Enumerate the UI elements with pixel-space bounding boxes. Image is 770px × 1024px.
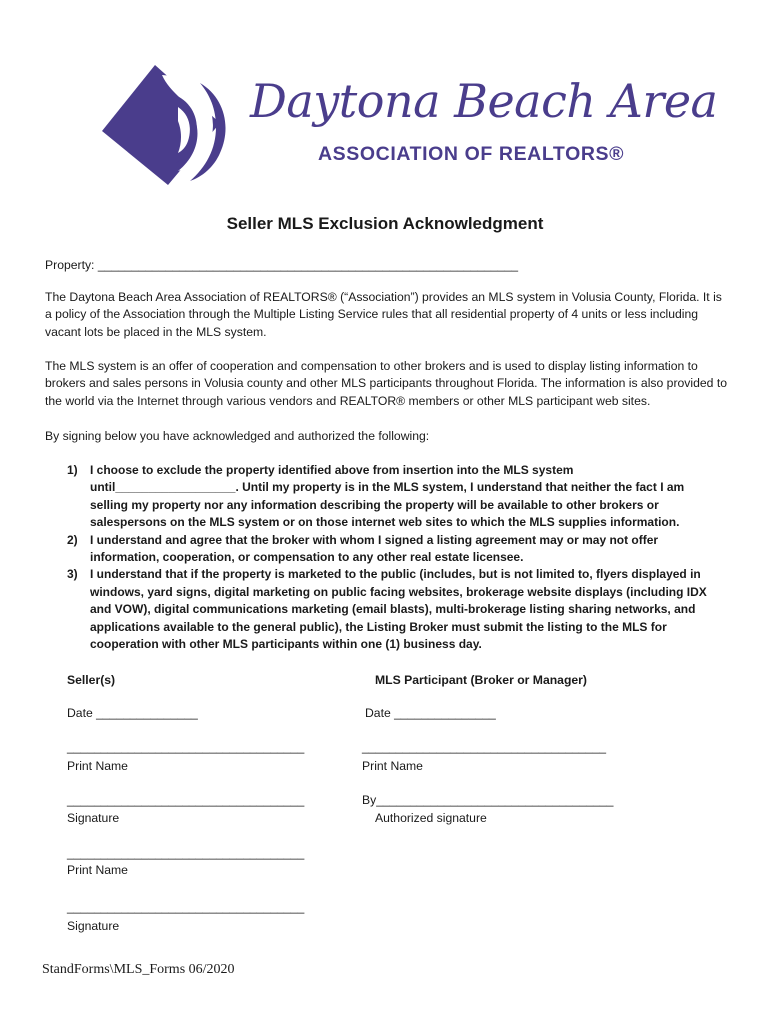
association-logo-mark — [100, 63, 235, 188]
seller-date-field: Date _______________ — [67, 706, 198, 720]
logo-subtitle-text: ASSOCIATION OF REALTORS® — [318, 143, 625, 165]
mls-description-paragraph: The MLS system is an offer of cooperation and compensation to other brokers and is used to display listing information to brokers and sales persons in Volusia county and other MLS participants throughout Florida. The information is also provided to the world via the Internet through various vendors and REALTOR® members or other MLS participant web sites. — [45, 359, 727, 408]
participant-date-field: Date _______________ — [365, 706, 496, 720]
property-field-line: Property: ______________________________________________________________ — [45, 258, 519, 272]
seller-print-name-label-1: Print Name — [67, 759, 128, 773]
seller-print-name-label-2: Print Name — [67, 863, 128, 877]
seller-print-name-line-1: ___________________________________ — [67, 740, 305, 754]
list-item — [67, 462, 717, 532]
participant-signature-label: Authorized signature — [375, 811, 487, 825]
seller-signature-line-1: ___________________________________ — [67, 793, 305, 807]
logo-name-text: Daytona Beach Area — [250, 74, 718, 128]
list-item-text: I understand and agree that the broker with whom I signed a listing agreement may or may not offer information, cooperation, or compensation to any other real estate licensee. — [90, 532, 659, 565]
list-item-text: I understand that if the property is marketed to the public (includes, but is not limited to, flyers displayed in windows, yard signs, digital marketing on public facing websites, brokerage website displays (including IDX and VOW), digital communications marketing (email blasts), multi-brokerage listing sharing networks, and applications available to the general public), the Listing Broker must submit the listing to the MLS for cooperation with other MLS participants within one (1) business day. — [90, 567, 707, 652]
seller-heading: Seller(s) — [67, 673, 116, 687]
list-item-number: 3) — [67, 567, 78, 582]
seller-print-name-line-2: ___________________________________ — [67, 846, 305, 860]
participant-signature-line: By___________________________________ — [362, 793, 614, 807]
participant-print-name-label: Print Name — [362, 759, 423, 773]
list-item-number: 1) — [67, 463, 78, 477]
list-item-text: I choose to exclude the property identified above from insertion into the MLS system until__________________. Until my property is in the MLS system, I understand that neither the fact I am selling my property nor any information describing the property will be available to other brokers or salespersons on the MLS system or on those internet web sites to which the MLS supplies information. — [90, 463, 685, 530]
seller-signature-line-2: ___________________________________ — [67, 900, 305, 914]
seller-signature-label-2: Signature — [67, 919, 120, 933]
list-item — [67, 566, 717, 653]
seller-signature-label-1: Signature — [67, 811, 120, 825]
document-title: Seller MLS Exclusion Acknowledgment — [226, 214, 544, 233]
intro-paragraph: The Daytona Beach Area Association of REALTORS® (“Association”) provides an MLS system in Volusia County, Florida. It is a policy of the Association through the Multiple Listing Service rules that all residential property of 4 units or less including vacant lots be placed in the MLS system. — [45, 290, 722, 339]
list-item-number: 2) — [67, 532, 78, 547]
form-footer-code: StandForms\MLS_Forms 06/2020 — [42, 962, 235, 977]
acknowledgment-list — [67, 462, 717, 653]
acknowledgment-lead-in: By signing below you have acknowledged and authorized the following: — [45, 429, 430, 443]
list-item — [67, 532, 717, 567]
participant-heading: MLS Participant (Broker or Manager) — [375, 673, 587, 687]
participant-print-name-line: ____________________________________ — [362, 740, 607, 754]
